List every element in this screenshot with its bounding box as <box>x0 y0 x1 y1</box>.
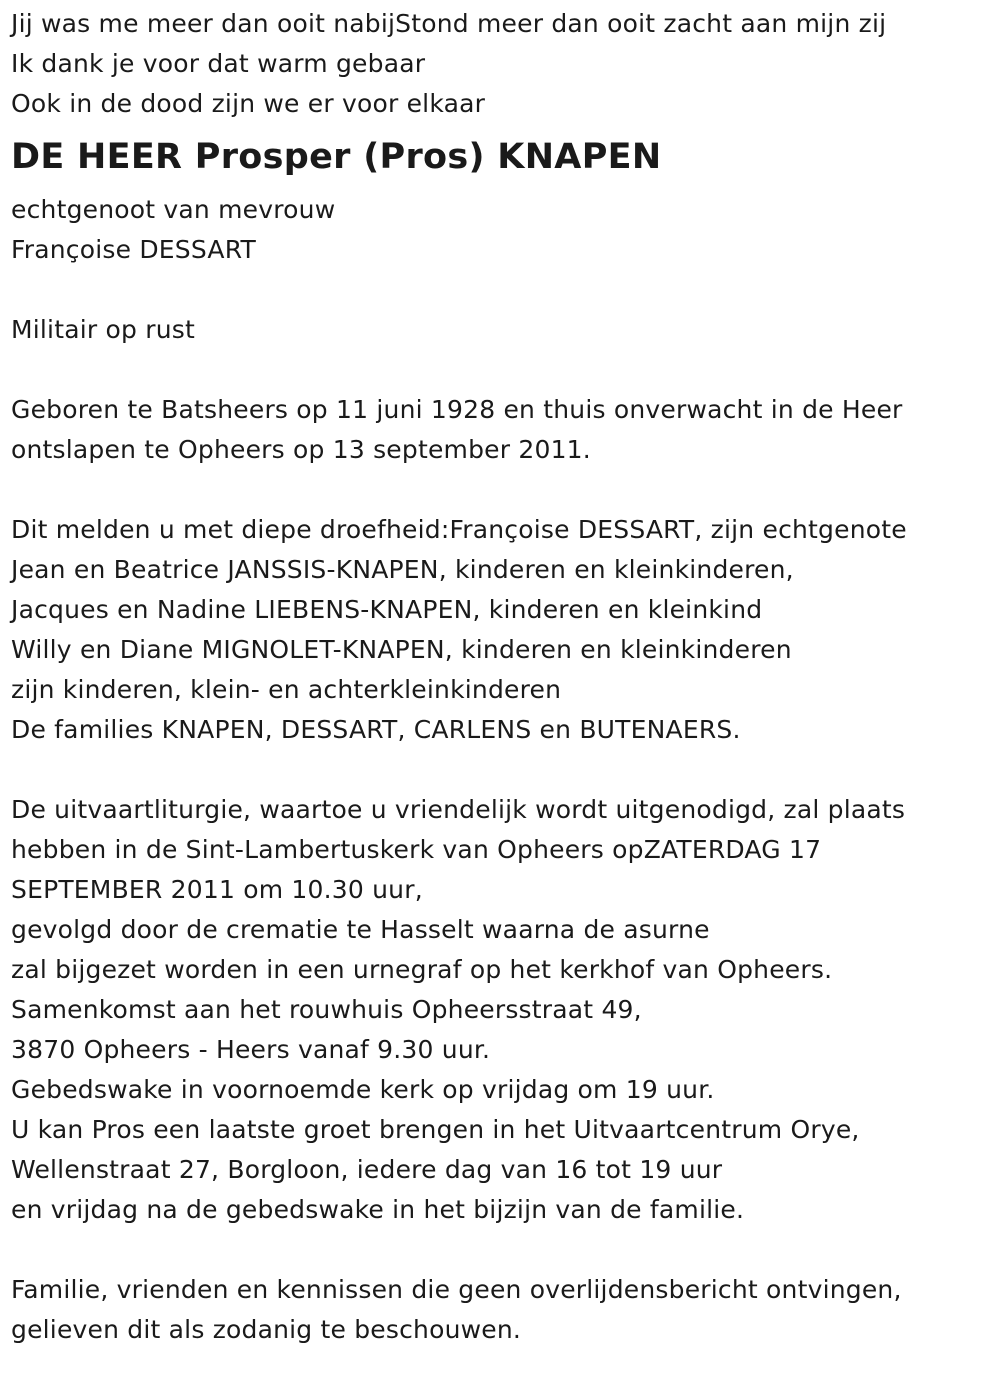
closing-line: Familie, vrienden en kennissen die geen overlijdensbericht ontvingen, <box>11 1275 902 1304</box>
funeral-line: SEPTEMBER 2011 om 10.30 uur, <box>11 875 423 904</box>
paragraph-spacer <box>11 350 991 390</box>
family-line: Jean en Beatrice JANSSIS-KNAPEN, kinderen en kleinkinderen, <box>11 555 794 584</box>
funeral-line: U kan Pros een laatste groet brengen in het Uitvaartcentrum Orye, <box>11 1115 860 1144</box>
paragraph-spacer <box>11 470 991 510</box>
family-line: Jacques en Nadine LIEBENS-KNAPEN, kinderen en kleinkind <box>11 595 763 624</box>
family-line: Willy en Diane MIGNOLET-KNAPEN, kinderen en kleinkinderen <box>11 635 792 664</box>
spouse-line: Françoise DESSART <box>11 235 256 264</box>
spouse-block <box>11 190 991 270</box>
funeral-line: hebben in de Sint-Lambertuskerk van Opheers opZATERDAG 17 <box>11 835 822 864</box>
closing-line: gelieven dit als zodanig te beschouwen. <box>11 1315 522 1344</box>
opening-poem <box>11 4 991 124</box>
family-paragraph <box>11 510 991 750</box>
deceased-name-heading: DE HEER Prosper (Pros) KNAPEN <box>11 137 662 177</box>
funeral-line: De uitvaartliturgie, waartoe u vriendelijk wordt uitgenodigd, zal plaats <box>11 795 906 824</box>
funeral-paragraph <box>11 790 991 1230</box>
birth-death-line: Geboren te Batsheers op 11 juni 1928 en thuis onverwacht in de Heer <box>11 395 903 424</box>
funeral-line: Samenkomst aan het rouwhuis Opheersstraat 49, <box>11 995 642 1024</box>
occupation-line: Militair op rust <box>11 315 195 344</box>
birth-death-line: ontslapen te Opheers op 13 september 2011. <box>11 435 591 464</box>
family-line: De families KNAPEN, DESSART, CARLENS en BUTENAERS. <box>11 715 741 744</box>
obituary-document <box>11 4 991 1350</box>
poem-line: Ook in de dood zijn we er voor elkaar <box>11 89 486 118</box>
poem-line: Jij was me meer dan ooit nabijStond meer dan ooit zacht aan mijn zij <box>11 9 887 38</box>
paragraph-spacer <box>11 750 991 790</box>
funeral-line: gevolgd door de crematie te Hasselt waarna de asurne <box>11 915 710 944</box>
family-line: Dit melden u met diepe droefheid:Françoise DESSART, zijn echtgenote <box>11 515 907 544</box>
poem-line: Ik dank je voor dat warm gebaar <box>11 49 426 78</box>
spouse-line: echtgenoot van mevrouw <box>11 195 336 224</box>
funeral-line: Gebedswake in voornoemde kerk op vrijdag om 19 uur. <box>11 1075 715 1104</box>
closing-paragraph <box>11 1270 991 1350</box>
funeral-line: en vrijdag na de gebedswake in het bijzijn van de familie. <box>11 1195 745 1224</box>
funeral-line: Wellenstraat 27, Borgloon, iedere dag van 16 tot 19 uur <box>11 1155 723 1184</box>
family-line: zijn kinderen, klein- en achterkleinkinderen <box>11 675 562 704</box>
funeral-line: zal bijgezet worden in een urnegraf op het kerkhof van Opheers. <box>11 955 833 984</box>
birth-death-paragraph <box>11 390 991 470</box>
paragraph-spacer <box>11 1230 991 1270</box>
funeral-line: 3870 Opheers - Heers vanaf 9.30 uur. <box>11 1035 491 1064</box>
paragraph-spacer <box>11 270 991 310</box>
